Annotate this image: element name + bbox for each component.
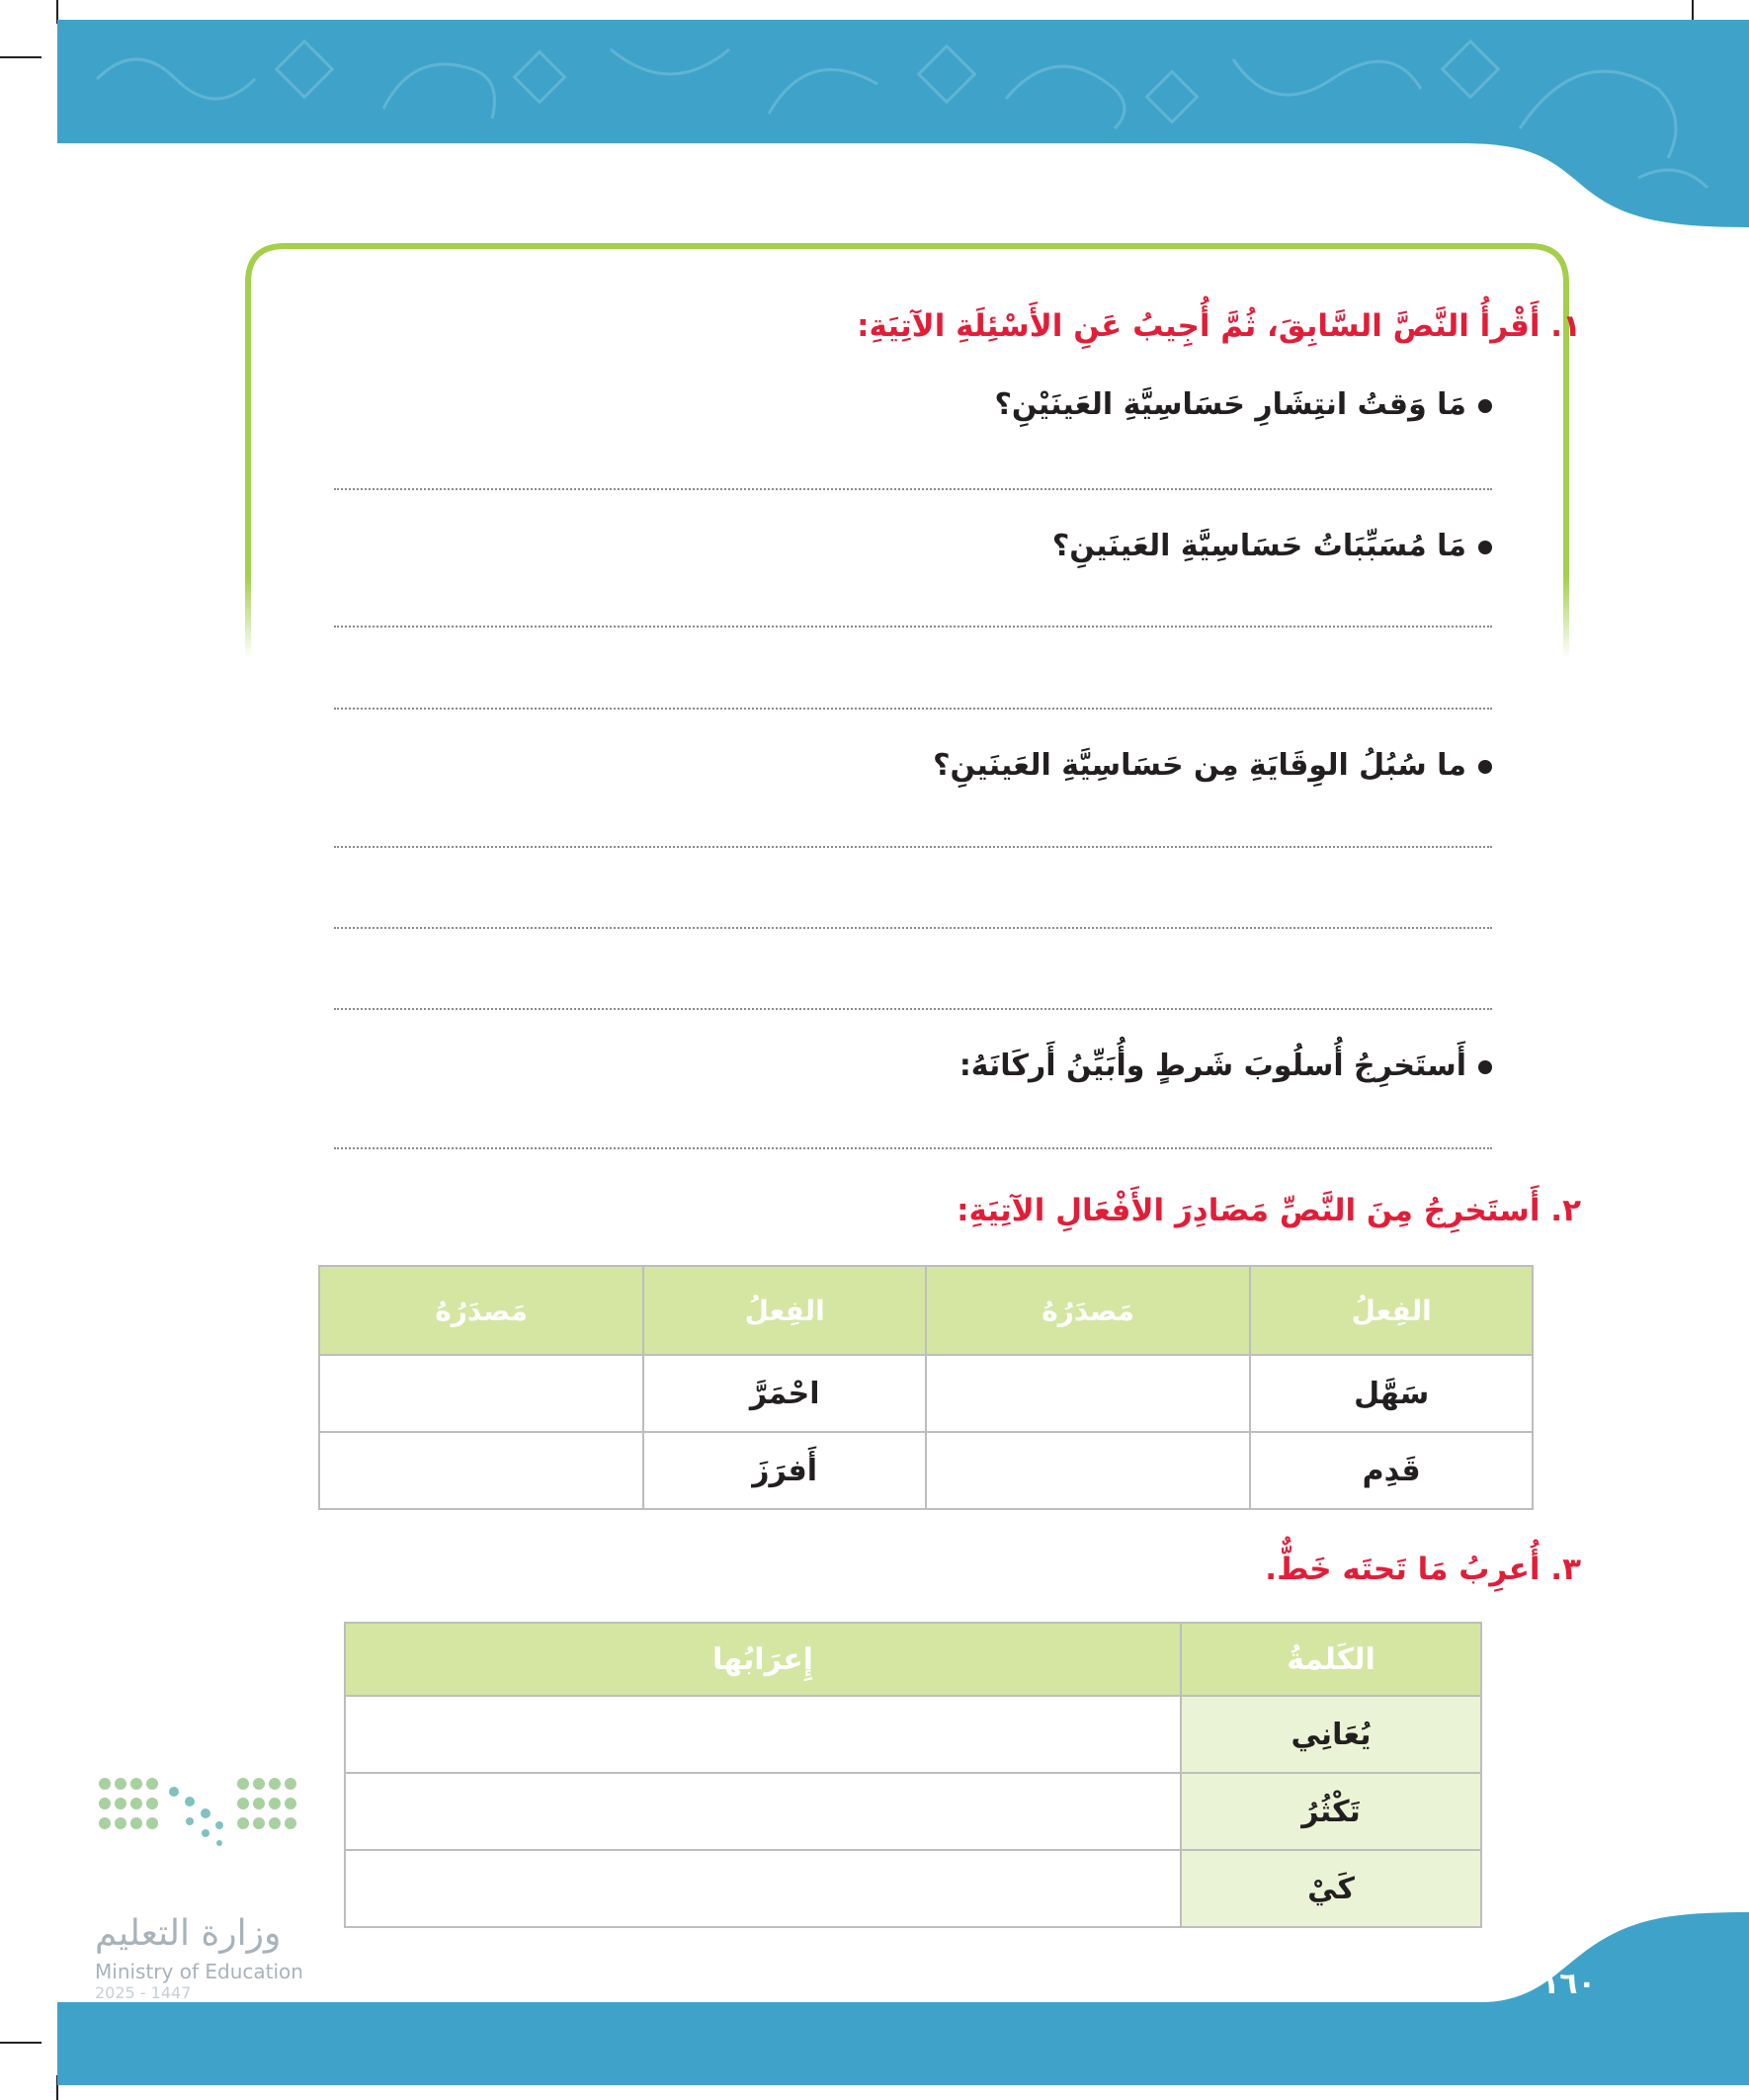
table-header: مَصدَرُهُ [926, 1266, 1250, 1355]
word-cell: يُعَانِي [1181, 1696, 1481, 1773]
table-header: الفِعلُ [1250, 1266, 1533, 1355]
word-cell: تَكْثُرُ [1181, 1773, 1481, 1850]
answer-cell[interactable] [345, 1696, 1181, 1773]
table-header: الكَلمةُ [1181, 1623, 1481, 1696]
answer-cell[interactable] [319, 1355, 643, 1432]
table-header: الفِعلُ [643, 1266, 926, 1355]
answer-line[interactable] [334, 1008, 1492, 1010]
verb-cell: احْمَرَّ [643, 1355, 926, 1432]
answer-line[interactable] [334, 488, 1492, 490]
answer-line[interactable] [334, 1147, 1492, 1149]
answer-line[interactable] [334, 626, 1492, 628]
parsing-table [344, 1622, 1482, 1928]
bullet-icon [1478, 760, 1492, 774]
table-row [319, 1355, 1533, 1432]
answer-cell[interactable] [319, 1432, 643, 1509]
ministry-year: 2025 - 1447 [95, 1983, 192, 2002]
answer-cell[interactable] [926, 1355, 1250, 1432]
question-3: ما سُبُلُ الوِقَايَةِ مِن حَسَاسِيَّةِ العَينَينِ؟ [933, 748, 1492, 783]
verb-cell: أَفرَزَ [643, 1432, 926, 1509]
crop-mark [0, 2042, 42, 2044]
crop-mark [0, 56, 42, 58]
ministry-logo-icon [95, 1774, 312, 1892]
section2-heading: ٢. أَستَخرِجُ مِنَ النَّصِّ مَصَادِرَ الأَفْعَالِ الآتِيَةِ: [957, 1193, 1581, 1228]
table-header: مَصدَرُهُ [319, 1266, 643, 1355]
word-cell: كَيْ [1181, 1850, 1481, 1927]
question-4: أَستَخرِجُ أُسلُوبَ شَرطٍ وأُبَيِّنُ أَركَانَهُ: [959, 1049, 1492, 1083]
verb-source-table [318, 1265, 1534, 1510]
ministry-name-ar: وزارة التعليم [95, 1913, 282, 1954]
section3-heading: ٣. أُعرِبُ مَا تَحتَه خَطٌّ. [1265, 1552, 1581, 1587]
header-banner [57, 20, 1749, 227]
ministry-name-en: Ministry of Education [95, 1960, 303, 1983]
answer-line[interactable] [334, 846, 1492, 848]
page-number: ١٦٠ [1541, 1967, 1596, 2001]
verb-cell: سَهَّل [1250, 1355, 1533, 1432]
table-header: إِعرَابُها [345, 1623, 1181, 1696]
answer-line[interactable] [334, 927, 1492, 929]
bullet-icon [1478, 541, 1492, 554]
footer-banner [57, 1907, 1749, 2085]
question-1: مَا وَقتُ انتِشَارِ حَسَاسِيَّةِ العَينَيْنِ؟ [995, 387, 1493, 422]
question-frame [245, 243, 1569, 658]
answer-line[interactable] [334, 708, 1492, 710]
bullet-icon [1478, 1060, 1492, 1074]
answer-cell[interactable] [345, 1773, 1181, 1850]
bullet-icon [1478, 399, 1492, 413]
verb-cell: قَدِم [1250, 1432, 1533, 1509]
question-2: مَا مُسَبِّبَاتُ حَسَاسِيَّةِ العَينَينِ؟ [1052, 529, 1492, 563]
section1-heading: ١. أَقْرأُ النَّصَّ السَّابِقَ، ثُمَّ أُجِيبُ عَنِ الأَسْئِلَةِ الآتِيَةِ: [857, 308, 1581, 344]
answer-cell[interactable] [926, 1432, 1250, 1509]
table-row [319, 1432, 1533, 1509]
table-row [345, 1696, 1481, 1773]
table-row [345, 1773, 1481, 1850]
